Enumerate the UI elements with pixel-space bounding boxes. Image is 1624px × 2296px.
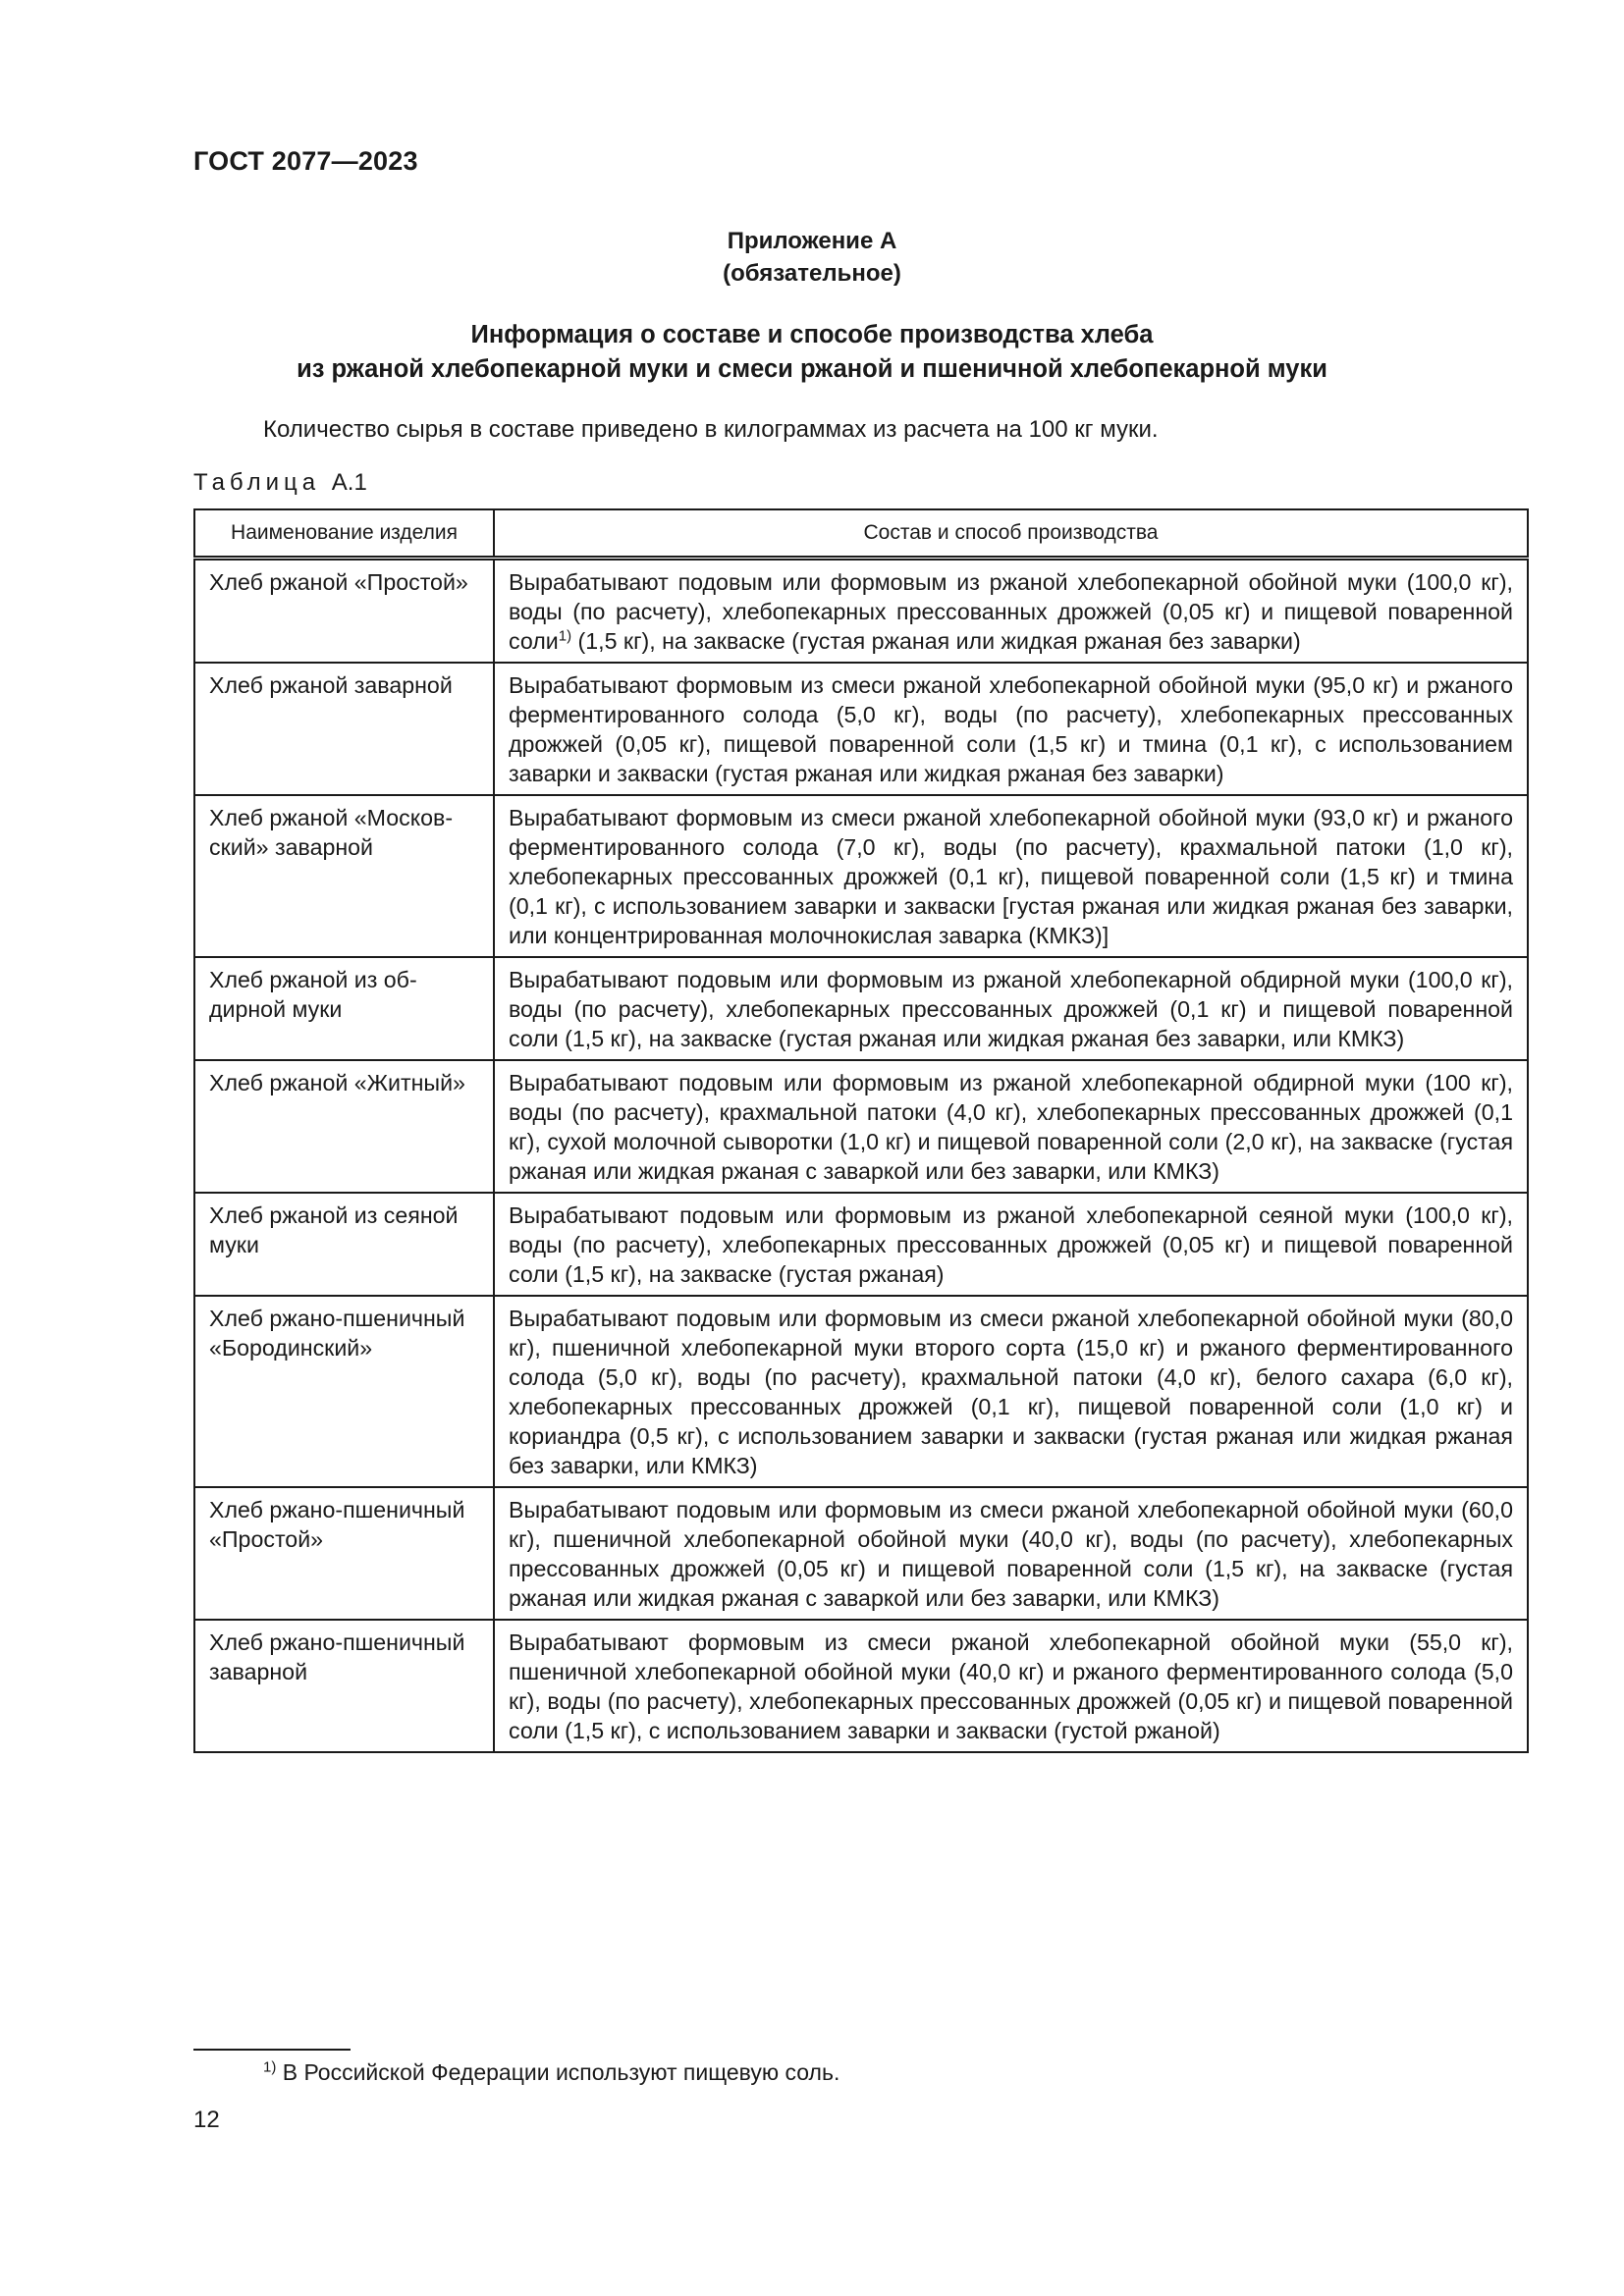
page-number: 12 bbox=[193, 2107, 220, 2133]
product-name: Хлеб ржано-пшеничный «Бородинский» bbox=[194, 1296, 494, 1487]
appendix-heading bbox=[0, 225, 1624, 290]
section-title-line-2: из ржаной хлебопекарной муки и смеси ржаной и пшеничной хлебопекарной муки bbox=[297, 355, 1327, 383]
product-composition: Вырабатывают подовым или формовым из ржаной хлебопекарной обдирной муки (100 кг), воды (по расчету), крахмальной патоки (4,0 кг), хлебопекарных прессованных дрожжей (0,1 кг), сухой молочной сыворотки (1,0 кг) и пищевой поваренной соли (2,0 кг), на закваске (густая ржаная или жидкая ржаная с заваркой или без заварки, или КМКЗ) bbox=[494, 1060, 1528, 1193]
product-composition: Вырабатывают формовым из смеси ржаной хлебопекарной обойной муки (93,0 кг) и ржаного ферментированного солода (7,0 кг), воды (по расчету), крахмальной патоки (1,0 кг), хлебопекарных прессованных дрожжей (0,1 кг), пищевой поваренной соли (1,5 кг) и тмина (0,1 кг), с использованием заварки и закваски [густая ржаная или жидкая ржаная без заварки, или концентрированная молочнокислая заварка (КМКЗ)] bbox=[494, 795, 1528, 957]
document-code: ГОСТ 2077—2023 bbox=[193, 146, 418, 176]
product-name: Хлеб ржаной «Простой» bbox=[194, 559, 494, 664]
table-row bbox=[194, 1296, 1528, 1487]
footnote-reference: 1) bbox=[558, 627, 572, 645]
product-composition: Вырабатывают подовым или формовым из смеси ржаной хлебопекарной обойной муки (60,0 кг), пшеничной хлебопекарной обойной муки (40,0 кг), воды (по расчету), хлебопекарных прессованных дрожжей (0,05 кг) и пищевой поваренной соли (1,5 кг), на закваске (густая ржаная или жидкая ржаная с заваркой или без заварки, или КМКЗ) bbox=[494, 1487, 1528, 1620]
composition-text-continued: (1,5 кг), на закваске (густая ржаная или жидкая ржаная без заварки) bbox=[571, 628, 1301, 654]
product-composition: Вырабатывают формовым из смеси ржаной хлебопекарной обойной муки (55,0 кг), пшеничной хлебопекарной обойной муки (40,0 кг) и ржаного ферментированного солода (5,0 кг), воды (по расчету), хлебопекарных прессованных дрожжей (0,05 кг) и пищевой поваренной соли (1,5 кг), с использованием заварки и закваски (густой ржаной) bbox=[494, 1620, 1528, 1752]
product-name bbox=[194, 1060, 494, 1193]
table-caption-number: А.1 bbox=[331, 469, 367, 496]
product-composition bbox=[494, 559, 1528, 664]
header-product-name: Наименование изделия bbox=[194, 509, 494, 559]
footnote bbox=[263, 2059, 839, 2086]
product-composition: Вырабатывают подовым или формовым из ржаной хлебопекарной сеяной муки (100,0 кг), воды (по расчету), хлебопекарных прессованных дрожжей (0,05 кг) и пищевой поваренной соли (1,5 кг), на закваске (густая ржаная) bbox=[494, 1193, 1528, 1296]
table-row bbox=[194, 795, 1528, 957]
product-name-text: Хлеб ржаной «Житный» bbox=[209, 1070, 465, 1095]
appendix-title: Приложение А bbox=[727, 228, 897, 254]
footnote-mark: 1) bbox=[263, 2058, 277, 2076]
product-composition: Вырабатывают формовым из смеси ржаной хлебопекарной обойной муки (95,0 кг) и ржаного ферментированного солода (5,0 кг), воды (по расчету), хлебопекарных прессованных дрожжей (0,05 кг), пищевой поваренной соли (1,5 кг) и тмина (0,1 кг), с использованием заварки и закваски (густая ржаная или жидкая ржаная без заварки) bbox=[494, 663, 1528, 795]
table-body bbox=[194, 559, 1528, 1753]
product-name: Хлеб ржано-пшеничный заварной bbox=[194, 1620, 494, 1752]
product-name: Хлеб ржаной из сеяной муки bbox=[194, 1193, 494, 1296]
intro-paragraph: Количество сырья в составе приведено в килограммах из расчета на 100 кг муки. bbox=[263, 416, 1159, 443]
header-composition: Состав и способ производства bbox=[494, 509, 1528, 559]
composition-text: Вырабатывают подовым или формовым из ржаной хлебопекарной обойной муки (100,0 кг), воды (по расчету), хлебопекарных прессованных дрожжей (0,05 кг) и пищевой поваренной соли bbox=[509, 569, 1513, 654]
table-header-row bbox=[194, 509, 1528, 559]
product-name: Хлеб ржано-пшеничный «Простой» bbox=[194, 1487, 494, 1620]
table-row bbox=[194, 559, 1528, 664]
product-composition: Вырабатывают подовым или формовым из смеси ржаной хлебопекарной обойной муки (80,0 кг), пшеничной хлебопекарной муки второго сорта (15,0 кг) и ржаного ферментированного солода (5,0 кг), воды (по расчету), крахмальной патоки (4,0 кг), белого сахара (6,0 кг), хлебопекарных прессованных дрожжей (0,1 кг), пищевой поваренной соли (1,0 кг) и кориандра (0,5 кг), с использованием заварки и закваски (густая ржаная или жидкая ржаная без заварки, или КМКЗ) bbox=[494, 1296, 1528, 1487]
appendix-status: (обязательное) bbox=[723, 260, 901, 287]
product-name: Хлеб ржаной «Московский» заварной bbox=[194, 795, 494, 957]
footnote-divider bbox=[193, 2049, 351, 2051]
section-title-line-1: Информация о составе и способе производства хлеба bbox=[470, 321, 1154, 348]
table-row bbox=[194, 1620, 1528, 1752]
section-title bbox=[0, 318, 1624, 387]
table-row bbox=[194, 957, 1528, 1060]
table-caption-word: Таблица bbox=[193, 469, 321, 496]
footnote-text: В Российской Федерации используют пищевую соль. bbox=[276, 2059, 840, 2085]
table-row bbox=[194, 663, 1528, 795]
product-name: Хлеб ржаной заварной bbox=[194, 663, 494, 795]
product-name: Хлеб ржаной из обдирной муки bbox=[194, 957, 494, 1060]
table-row bbox=[194, 1193, 1528, 1296]
table-row bbox=[194, 1487, 1528, 1620]
table-caption bbox=[193, 469, 367, 497]
composition-table bbox=[193, 508, 1529, 1753]
product-composition: Вырабатывают подовым или формовым из ржаной хлебопекарной обдирной муки (100,0 кг), воды (по расчету), хлебопекарных прессованных дрожжей (0,1 кг) и пищевой поваренной соли (1,5 кг), на закваске (густая ржаная или жидкая ржаная без заварки, или КМКЗ) bbox=[494, 957, 1528, 1060]
table-row bbox=[194, 1060, 1528, 1193]
